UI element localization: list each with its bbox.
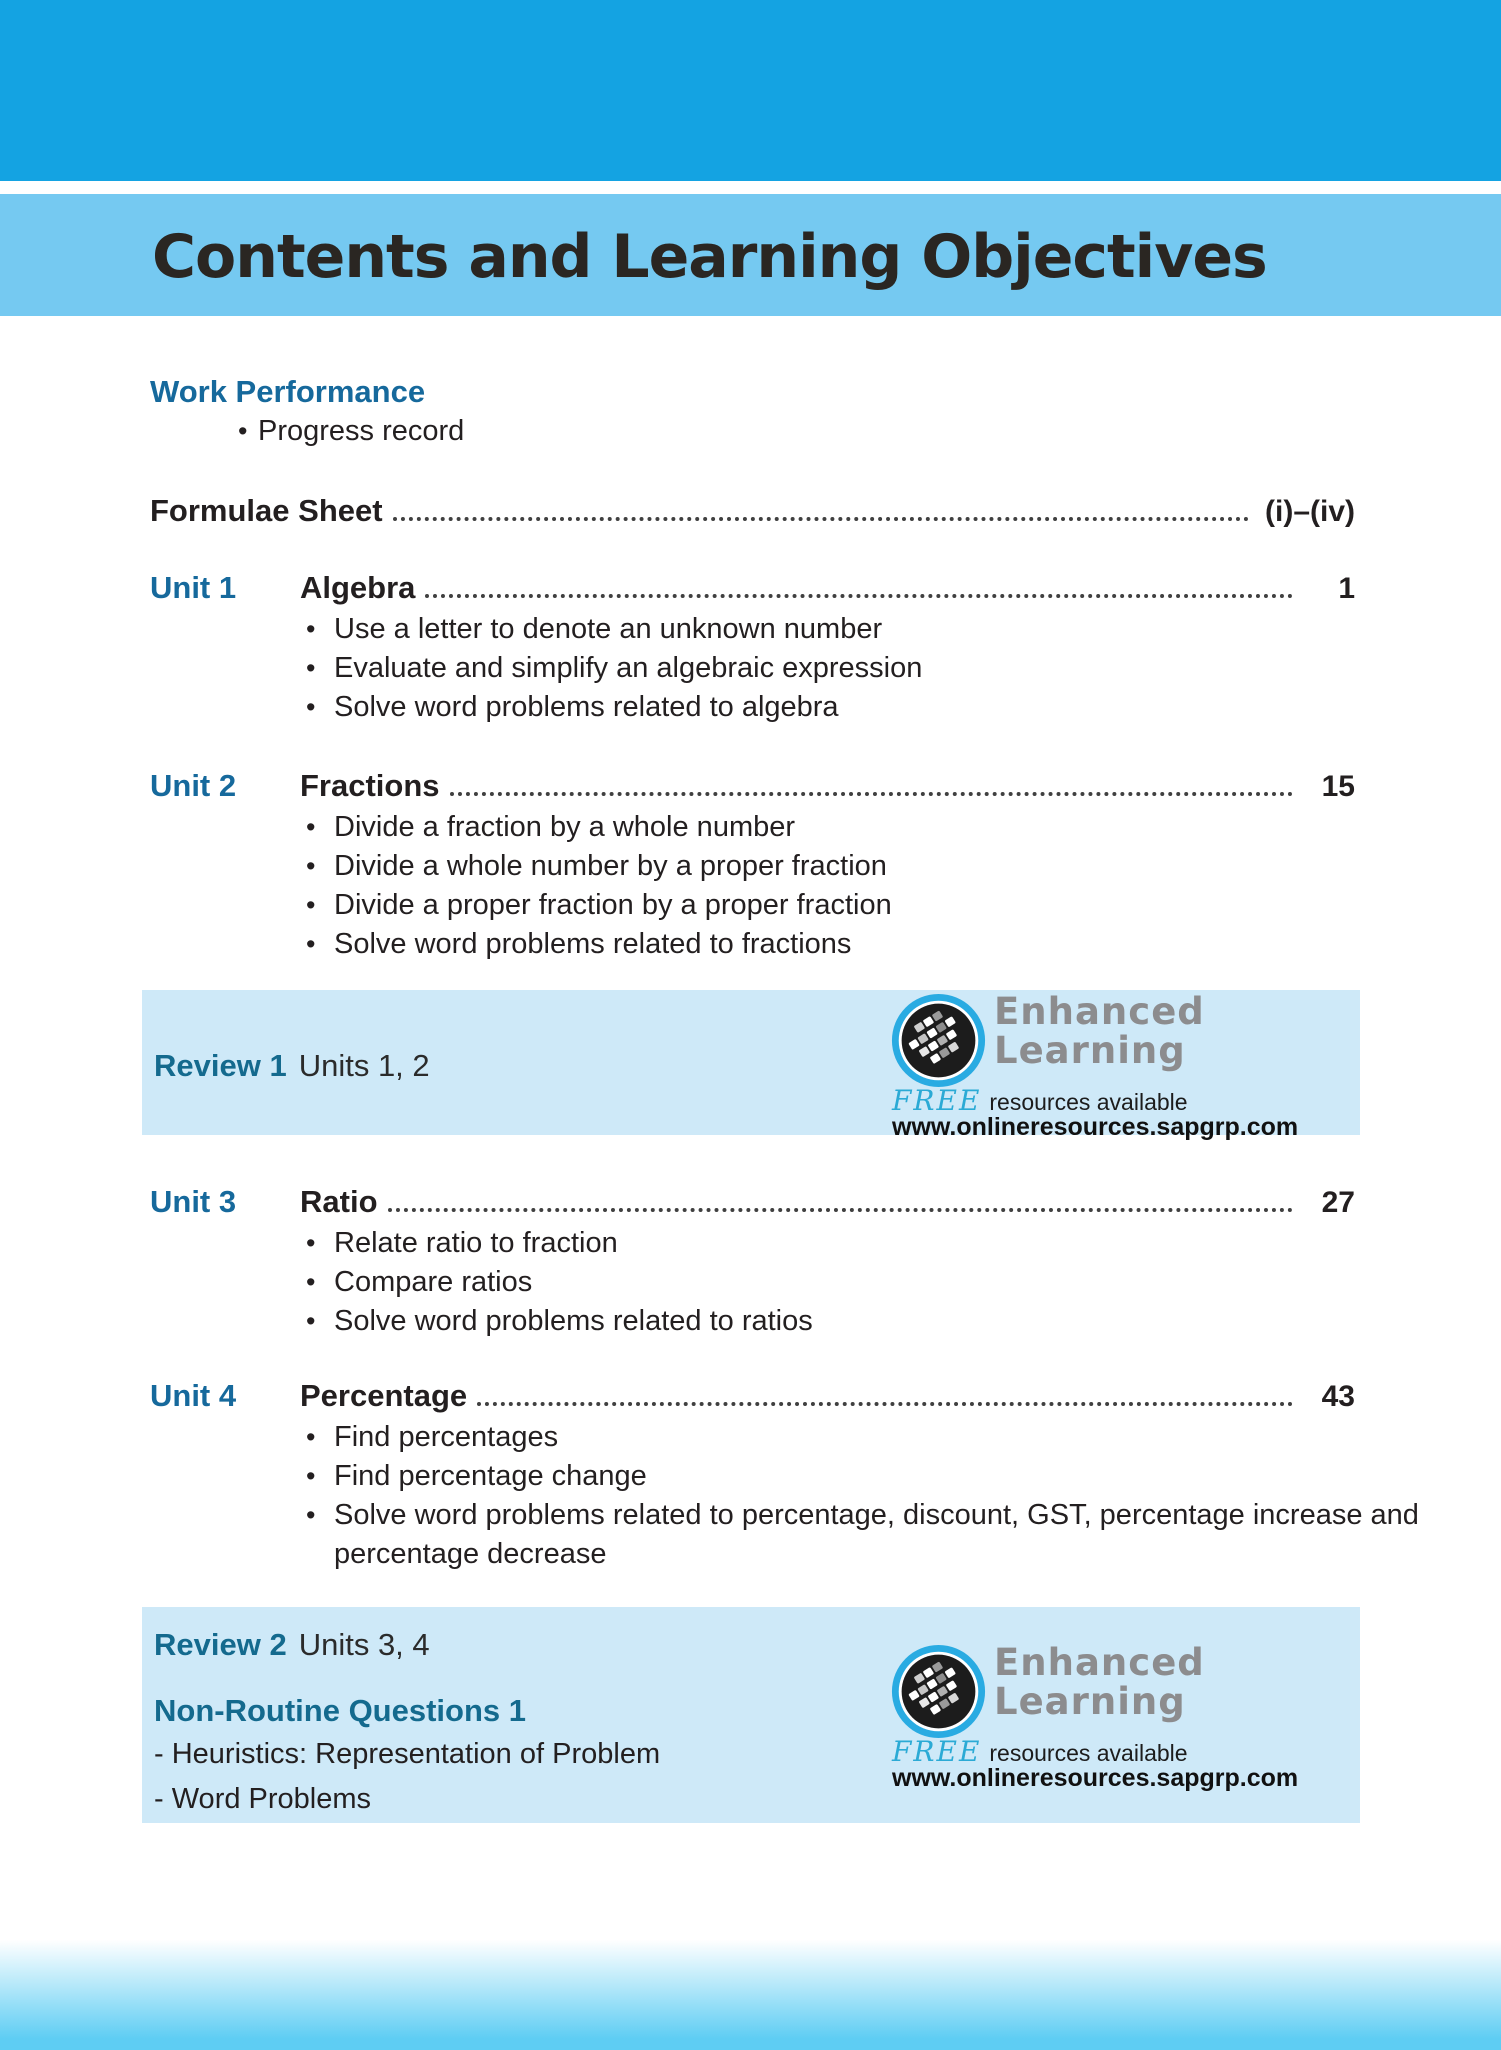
objective-item: • Evaluate and simplify an algebraic expression <box>300 649 1501 688</box>
formulae-sheet-heading: Formulae Sheet <box>150 493 383 528</box>
unit-page-number: 1 <box>1338 572 1355 605</box>
objective-item: • Solve word problems related to algebra <box>300 688 1501 727</box>
objectives-list <box>300 1418 1501 1574</box>
objective-item: • Solve word problems related to percentage, discount, GST, percentage increase and percentage decrease <box>300 1496 1501 1574</box>
unit-title: Fractions <box>300 768 440 803</box>
unit-row <box>150 1378 1355 1414</box>
review-label: Review 2 <box>154 1627 287 1662</box>
objective-item: • Divide a fraction by a whole number <box>300 808 1501 847</box>
unit-row <box>150 1184 1355 1220</box>
work-performance-item: • Progress record <box>232 412 1437 451</box>
review-box <box>142 1607 1360 1823</box>
review-box <box>142 990 1360 1141</box>
wordmark-line-2: Learning <box>994 1680 1186 1723</box>
objectives-list <box>300 808 1501 964</box>
work-performance-list <box>232 412 1437 451</box>
enhanced-learning-wordmark <box>994 1643 1205 1721</box>
review-label: Review 1 <box>154 1048 287 1083</box>
unit-label: Unit 1 <box>150 570 237 605</box>
resources-url[interactable]: www.onlineresources.sapgrp.com <box>892 1764 1299 1792</box>
wordmark-line-2: Learning <box>994 1029 1186 1072</box>
wordmark-line-1: Enhanced <box>994 990 1205 1033</box>
resources-url[interactable]: www.onlineresources.sapgrp.com <box>892 1113 1299 1141</box>
unit-row <box>150 570 1355 606</box>
non-routine-questions-heading: Non-Routine Questions 1 <box>154 1693 526 1728</box>
dot-leader <box>425 593 1293 598</box>
enhanced-learning-icon <box>890 1643 987 1740</box>
objectives-list <box>300 610 1501 727</box>
non-routine-item: - Heuristics: Representation of Problem <box>154 1738 661 1770</box>
top-color-bar <box>0 0 1501 181</box>
unit-page-number: 43 <box>1321 1380 1355 1413</box>
unit-page-number: 27 <box>1321 1186 1355 1219</box>
non-routine-item: - Word Problems <box>154 1783 372 1815</box>
objective-item: • Use a letter to denote an unknown number <box>300 610 1501 649</box>
wordmark-line-1: Enhanced <box>994 1641 1205 1684</box>
unit-title: Ratio <box>300 1184 378 1219</box>
objectives-list <box>300 1224 1501 1341</box>
unit-title: Percentage <box>300 1378 468 1413</box>
objective-item: • Relate ratio to fraction <box>300 1224 1501 1263</box>
objective-item: • Divide a whole number by a proper fraction <box>300 847 1501 886</box>
work-performance-heading: Work Performance <box>150 374 426 409</box>
objective-item: • Find percentages <box>300 1418 1501 1457</box>
free-label: FREE <box>892 1084 982 1117</box>
bottom-gradient-bar <box>0 1940 1501 2050</box>
objective-item: • Compare ratios <box>300 1263 1501 1302</box>
free-label: FREE <box>892 1735 982 1768</box>
objective-item: • Solve word problems related to fractions <box>300 925 1501 964</box>
objective-item: • Find percentage change <box>300 1457 1501 1496</box>
objective-item: • Divide a proper fraction by a proper fraction <box>300 886 1501 925</box>
page-title: Contents and Learning Objectives <box>152 222 1267 292</box>
unit-row <box>150 768 1355 804</box>
unit-label: Unit 3 <box>150 1184 237 1219</box>
dot-leader <box>477 1401 1293 1406</box>
formulae-sheet-page-number: (i)–(iv) <box>1265 495 1355 528</box>
unit-label: Unit 2 <box>150 768 237 803</box>
enhanced-learning-logo <box>890 992 1370 1142</box>
objective-item: • Solve word problems related to ratios <box>300 1302 1501 1341</box>
free-note: resources available <box>989 1740 1188 1766</box>
title-band <box>0 194 1501 316</box>
enhanced-learning-icon <box>890 992 987 1089</box>
unit-page-number: 15 <box>1321 770 1355 803</box>
dot-leader <box>450 791 1293 796</box>
review-subtitle: Units 1, 2 <box>298 1048 430 1083</box>
enhanced-learning-wordmark <box>994 992 1205 1070</box>
dot-leader <box>388 1207 1294 1212</box>
enhanced-learning-logo <box>890 1643 1370 1793</box>
unit-label: Unit 4 <box>150 1378 237 1413</box>
dot-leader <box>393 516 1249 521</box>
unit-title: Algebra <box>300 570 416 605</box>
free-note: resources available <box>989 1089 1188 1115</box>
review-subtitle: Units 3, 4 <box>298 1627 430 1662</box>
formulae-sheet-row <box>150 493 1355 529</box>
